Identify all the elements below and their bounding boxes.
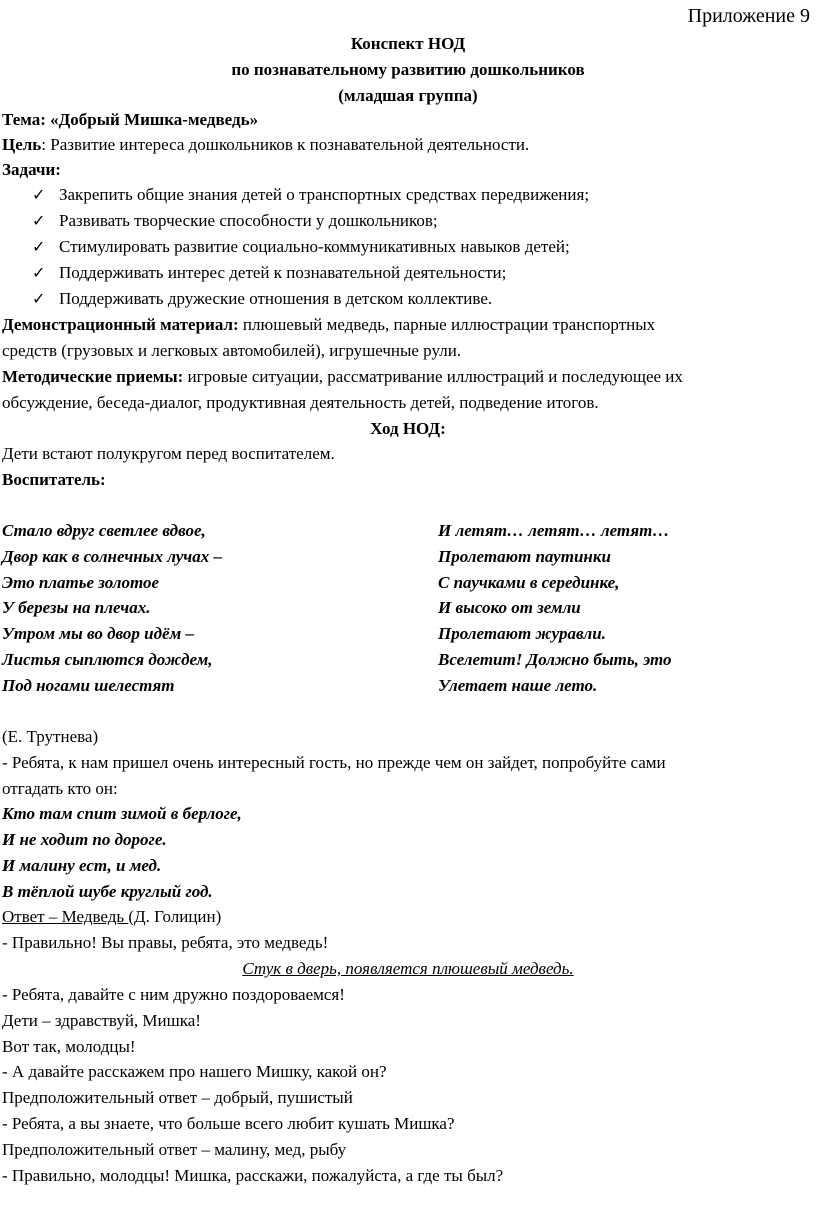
dialogue-line: Дети – здравствуй, Мишка! — [2, 1011, 201, 1030]
poem-line: И высоко от земли — [438, 598, 581, 617]
goal-label: Цель — [2, 135, 42, 154]
answer-author: (Д. Голицин) — [128, 907, 222, 926]
task-text: Закрепить общие знания детей о транспортных средствах передвижения; — [59, 185, 590, 204]
poem-line: Утром мы во двор идём – — [2, 624, 194, 643]
poem-line: Пролетают журавли. — [438, 624, 606, 643]
checkmark-icon: ✓ — [32, 211, 46, 230]
dialogue-line: - Правильно! Вы правы, ребята, это медведь! — [2, 933, 329, 952]
riddle-line: И не ходит по дороге. — [2, 830, 167, 849]
goal-line — [2, 134, 529, 156]
course-title: Ход НОД: — [370, 419, 446, 438]
intro-line: Дети встают полукругом перед воспитателем. — [2, 444, 335, 463]
dialogue-line: - Правильно, молодцы! Мишка, расскажи, пожалуйста, а где ты был? — [2, 1166, 504, 1185]
dialogue-line: Предположительный ответ – малину, мед, рыбу — [2, 1140, 347, 1159]
answer-line — [2, 906, 221, 928]
checkmark-icon: ✓ — [32, 237, 46, 256]
poem-line: Пролетают паутинки — [438, 547, 611, 566]
poem-line: Листья сыплются дождем, — [2, 650, 213, 669]
riddle-line: Кто там спит зимой в берлоге, — [2, 804, 242, 823]
dialogue-line: отгадать кто он: — [2, 779, 118, 798]
dialogue-line: - Ребята, давайте с ним дружно поздороваемся! — [2, 985, 345, 1004]
title-line-1: Конспект НОД — [350, 34, 466, 53]
goal-text: : Развитие интереса дошкольников к познавательной деятельности. — [41, 135, 530, 154]
task-text: Стимулировать развитие социально-коммуникативных навыков детей; — [59, 237, 570, 256]
task-item — [32, 210, 438, 232]
poem-line: У березы на плечах. — [2, 598, 151, 617]
riddle-line: В тёплой шубе круглый год. — [2, 882, 213, 901]
task-text: Поддерживать интерес детей к познавательной деятельности; — [59, 263, 507, 282]
title-line-2: по познавательному развитию дошкольников — [231, 60, 585, 79]
demo-text: плюшевый медведь, парные иллюстрации транспортных — [238, 315, 656, 334]
task-text: Поддерживать дружеские отношения в детском коллективе. — [59, 289, 493, 308]
poem-line: Улетает наше лето. — [438, 676, 598, 695]
checkmark-icon: ✓ — [32, 289, 46, 308]
poem-line: И летят… летят… летят… — [438, 521, 670, 540]
appendix-label: Приложение 9 — [687, 5, 810, 27]
poem-line: С паучками в серединке, — [438, 573, 620, 592]
methods-line-2: обсуждение, беседа-диалог, продуктивная деятельность детей, подведение итогов. — [2, 393, 599, 412]
riddle-line: И малину ест, и мед. — [2, 856, 162, 875]
poem-line: Вселетит! Должно быть, это — [438, 650, 672, 669]
task-item — [32, 236, 570, 258]
topic-line: Тема: «Добрый Мишка-медведь» — [2, 110, 259, 129]
poem-author: (Е. Трутнева) — [2, 727, 99, 746]
dialogue-line: - Ребята, а вы знаете, что больше всего любит кушать Мишка? — [2, 1114, 455, 1133]
educator-label: Воспитатель: — [2, 470, 106, 489]
dialogue-line: - А давайте расскажем про нашего Мишку, какой он? — [2, 1062, 387, 1081]
stage-direction: Стук в дверь, появляется плюшевый медведь. — [242, 959, 574, 978]
task-text: Развивать творческие способности у дошкольников; — [59, 211, 438, 230]
demo-label: Демонстрационный материал: — [2, 315, 239, 334]
dialogue-line: Предположительный ответ – добрый, пушистый — [2, 1088, 353, 1107]
checkmark-icon: ✓ — [32, 263, 46, 282]
title-line-3: (младшая группа) — [338, 86, 478, 105]
poem-line: Стало вдруг светлее вдвое, — [2, 521, 206, 540]
checkmark-icon: ✓ — [32, 185, 46, 204]
demo-line-1 — [2, 314, 655, 336]
poem-line: Это платье золотое — [2, 573, 160, 592]
answer-label: Ответ – Медведь — [2, 907, 129, 926]
tasks-label: Задачи: — [2, 160, 61, 179]
poem-line: Под ногами шелестят — [2, 676, 175, 695]
methods-label: Методические приемы: — [2, 367, 184, 386]
methods-line-1 — [2, 366, 683, 388]
dialogue-line: - Ребята, к нам пришел очень интересный гость, но прежде чем он зайдет, попробуйте сами — [2, 753, 666, 772]
task-item — [32, 184, 589, 206]
demo-line-2: средств (грузовых и легковых автомобилей), игрушечные рули. — [2, 341, 462, 360]
task-item — [32, 262, 506, 284]
dialogue-line: Вот так, молодцы! — [2, 1037, 136, 1056]
poem-line: Двор как в солнечных лучах – — [2, 547, 222, 566]
task-item — [32, 288, 492, 310]
methods-text: игровые ситуации, рассматривание иллюстраций и последующее их — [183, 367, 683, 386]
